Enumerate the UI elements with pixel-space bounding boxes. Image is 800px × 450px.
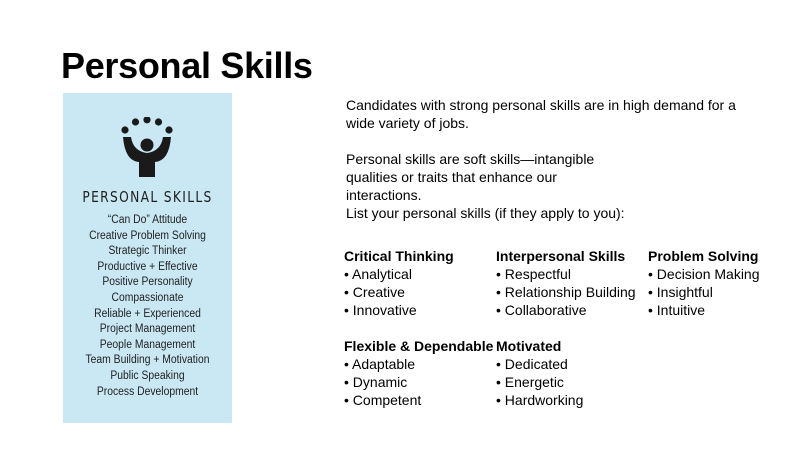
- person-arms-raised-icon: [119, 117, 175, 184]
- list-item: Creative Problem Solving: [89, 229, 206, 242]
- personal-skills-card: [63, 93, 232, 423]
- list-item: • Competent: [344, 392, 422, 408]
- list-item: • Dedicated: [496, 356, 568, 372]
- list-item: Positive Personality: [102, 276, 193, 289]
- list-item: • Respectful: [496, 266, 571, 282]
- list-item: Team Building + Motivation: [85, 354, 210, 367]
- group-heading: Motivated: [496, 338, 562, 354]
- list-item: Reliable + Experienced: [94, 307, 201, 320]
- list-item: “Can Do” Attitude: [107, 214, 188, 226]
- list-item: Productive + Effective: [97, 260, 198, 273]
- list-item: • Analytical: [344, 266, 412, 282]
- list-item: Strategic Thinker: [108, 245, 187, 258]
- skill-group-flexible-dependable: [344, 337, 494, 409]
- group-heading: Critical Thinking: [344, 248, 454, 264]
- group-heading: Interpersonal Skills: [496, 248, 626, 264]
- intro-paragraph-3: List your personal skills (if they apply to you):: [346, 205, 625, 221]
- list-item: • Insightful: [648, 284, 713, 300]
- card-skill-list: [63, 213, 232, 400]
- list-item: • Creative: [344, 284, 405, 300]
- page-title: Personal Skills: [61, 45, 313, 86]
- list-item: • Relationship Building: [496, 284, 636, 300]
- list-item: Project Management: [99, 323, 196, 336]
- list-item: • Dynamic: [344, 374, 408, 390]
- list-item: • Adaptable: [344, 356, 416, 372]
- card-title: PERSONAL SKILLS: [82, 188, 213, 206]
- list-item: Public Speaking: [110, 369, 185, 382]
- group-heading: Problem Solving: [648, 248, 759, 264]
- skill-group-problem-solving: [648, 247, 798, 319]
- list-item: Process Development: [96, 385, 199, 398]
- list-item: • Collaborative: [496, 302, 587, 318]
- skill-group-critical-thinking: [344, 247, 494, 319]
- intro-paragraph-1: Candidates with strong personal skills are in high demand for a wide variety of jobs.: [346, 97, 736, 131]
- list-item: • Intuitive: [648, 302, 706, 318]
- list-item: Compassionate: [111, 291, 184, 304]
- skill-group-interpersonal-skills: [496, 247, 646, 319]
- list-item: • Hardworking: [496, 392, 584, 408]
- list-item: • Energetic: [496, 374, 564, 390]
- intro-paragraph-2: Personal skills are soft skills—intangible qualities or traits that enhance our interactions.: [346, 151, 595, 203]
- group-heading: Flexible & Dependable: [344, 338, 494, 354]
- list-item: People Management: [99, 338, 196, 351]
- list-item: • Innovative: [344, 302, 417, 318]
- list-item: • Decision Making: [648, 266, 760, 282]
- skill-group-motivated: [496, 337, 646, 409]
